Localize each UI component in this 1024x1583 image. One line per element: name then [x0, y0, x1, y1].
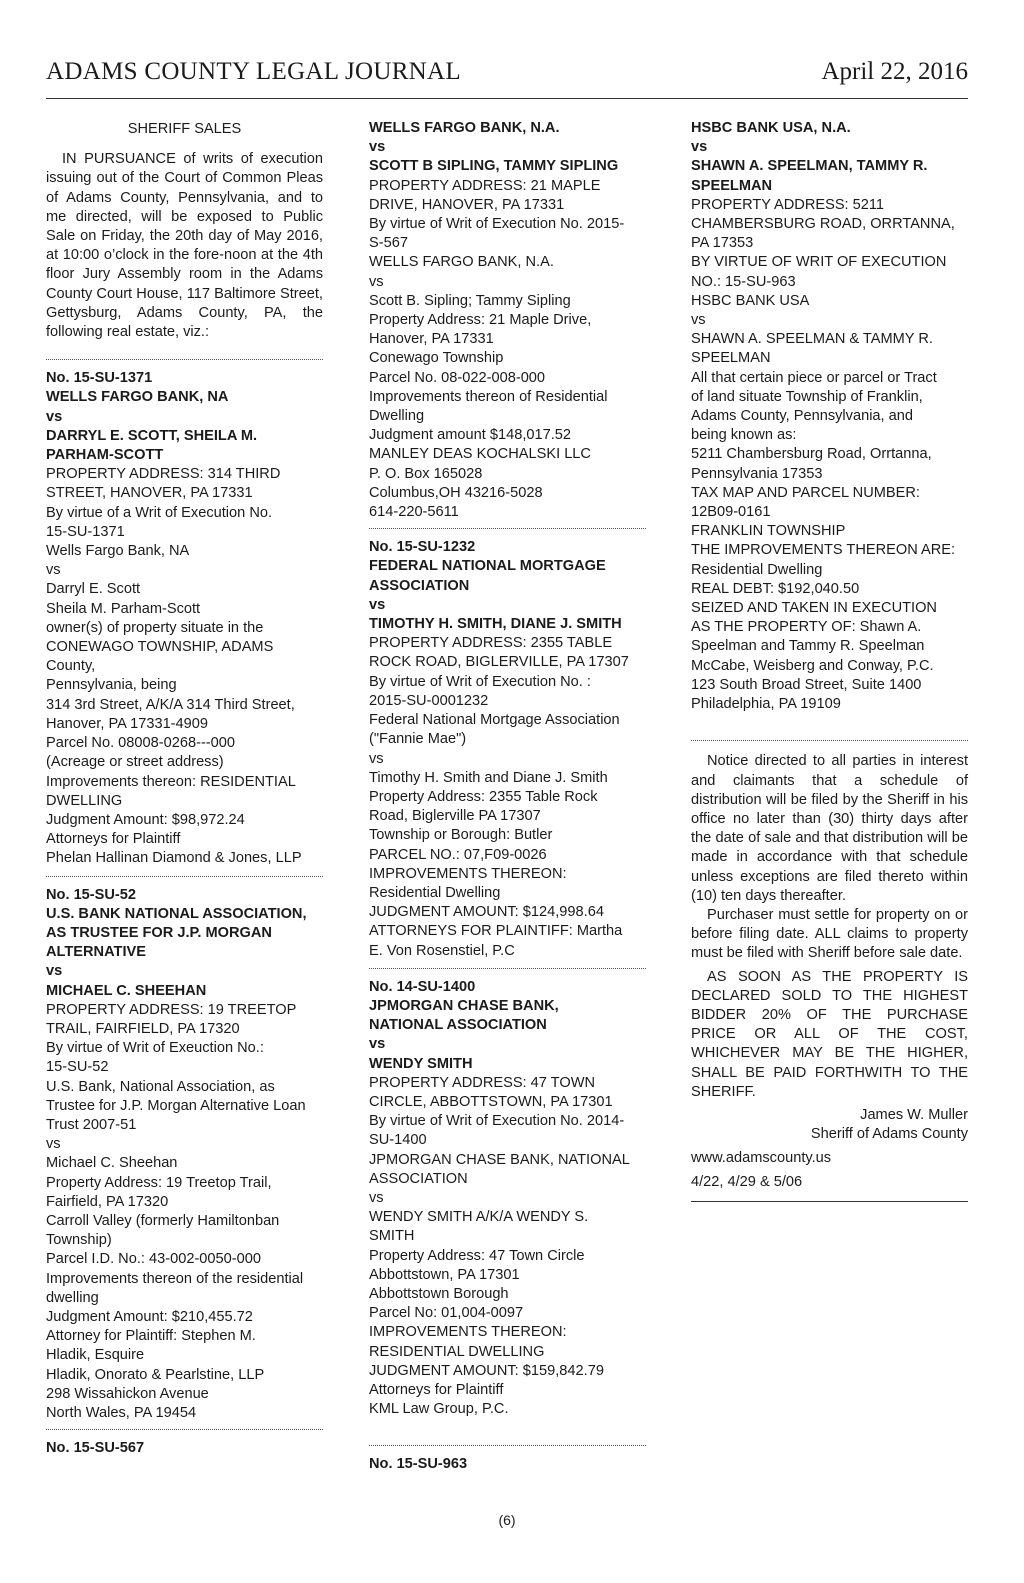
case-details: [691, 196, 968, 714]
case-line: By virtue of Writ of Execution No. 2015-: [369, 216, 625, 233]
case-line: ("Fannie Mae"): [369, 731, 467, 748]
case-line: Property Address: 47 Town Circle: [369, 1247, 585, 1264]
column-3: [691, 119, 968, 1202]
case-line: Hladik, Esquire: [46, 1347, 145, 1364]
case-line: Road, Biglerville PA 17307: [369, 808, 541, 825]
journal-title: ADAMS COUNTY LEGAL JOURNAL: [46, 58, 461, 85]
case-line: Parcel No: 01,004-0097: [369, 1305, 524, 1322]
plaintiff: JPMORGAN CHASE BANK,: [369, 997, 559, 1014]
county-website: www.adamscounty.us: [691, 1150, 832, 1167]
case-line: ROCK ROAD, BIGLERVILLE, PA 17307: [369, 654, 629, 671]
plaintiff: ALTERNATIVE: [46, 944, 146, 961]
versus: vs: [369, 596, 386, 613]
plaintiff: WELLS FARGO BANK, NA: [46, 389, 229, 406]
case-header: [46, 886, 323, 1001]
case-line: U.S. Bank, National Association, as: [46, 1078, 275, 1095]
case-number: No. 15-SU-52: [46, 886, 137, 903]
defendant: SPEELMAN: [691, 177, 773, 194]
case-line: Improvements thereon: RESIDENTIAL: [46, 773, 296, 790]
divider: [369, 528, 646, 529]
case-line: CONEWAGO TOWNSHIP, ADAMS: [46, 639, 274, 656]
column-2: [369, 119, 646, 1475]
case-line: Scott B. Sipling; Tammy Sipling: [369, 292, 571, 309]
case-details: [369, 634, 646, 960]
defendant: PARHAM-SCOTT: [46, 447, 164, 464]
case-line: Parcel No. 08-022-008-000: [369, 369, 546, 386]
case-line: MANLEY DEAS KOCHALSKI LLC: [369, 446, 591, 463]
case-line: FRANKLIN TOWNSHIP: [691, 523, 846, 540]
case-header: [369, 978, 646, 1074]
defendant: SHAWN A. SPEELMAN, TAMMY R.: [691, 158, 928, 175]
case-line: By virtue of Writ of Execution No. 2014-: [369, 1113, 625, 1130]
case-line: Judgment amount $148,017.52: [369, 427, 572, 444]
case-line: AS THE PROPERTY OF: Shawn A.: [691, 619, 922, 636]
case-line: BY VIRTUE OF WRIT OF EXECUTION: [691, 254, 947, 271]
case-line: Phelan Hallinan Diamond & Jones, LLP: [46, 850, 302, 867]
case-line: P. O. Box 165028: [369, 465, 483, 482]
versus: vs: [369, 1036, 386, 1053]
case-line: 314 3rd Street, A/K/A 314 Third Street,: [46, 696, 295, 713]
case-line: Property Address: 21 Maple Drive,: [369, 312, 592, 329]
case-line: PROPERTY ADDRESS: 19 TREETOP: [46, 1001, 297, 1018]
case-number: No. 14-SU-1400: [369, 978, 476, 995]
case-line: Abbottstown Borough: [369, 1285, 509, 1302]
case-line: ASSOCIATION: [369, 1170, 468, 1187]
case-line: Conewago Township: [369, 350, 504, 367]
case-line: E. Von Rosenstiel, P.C: [369, 942, 515, 959]
case-line: Pennsylvania, being: [46, 677, 177, 694]
case-line: Parcel I.D. No.: 43-002-0050-000: [46, 1251, 261, 1268]
versus: vs: [691, 139, 708, 156]
case-details: [369, 1074, 646, 1420]
case-line: Residential Dwelling: [369, 884, 501, 901]
plaintiff: U.S. BANK NATIONAL ASSOCIATION,: [46, 905, 307, 922]
case-line: Trustee for J.P. Morgan Alternative Loan: [46, 1097, 306, 1114]
case-line: 614-220-5611: [369, 504, 459, 521]
versus: vs: [46, 963, 63, 980]
case-line: (Acreage or street address): [46, 754, 224, 771]
case-line: IMPROVEMENTS THEREON:: [369, 1324, 567, 1341]
plaintiff: HSBC BANK USA, N.A.: [691, 120, 851, 136]
case-line: Township): [46, 1232, 112, 1249]
case-line: vs: [369, 750, 384, 767]
case-number: No. 15-SU-1232: [369, 539, 476, 556]
case-line: Wells Fargo Bank, NA: [46, 543, 190, 560]
case-line: SHAWN A. SPEELMAN & TAMMY R.: [691, 331, 933, 348]
case-line: Hladik, Onorato & Pearlstine, LLP: [46, 1366, 265, 1383]
case-line: Judgment Amount: $210,455.72: [46, 1308, 253, 1325]
column-1: [46, 119, 323, 1458]
case-line: Property Address: 19 Treetop Trail,: [46, 1174, 272, 1191]
case-line: PROPERTY ADDRESS: 314 THIRD: [46, 466, 281, 483]
case-line: Fairfield, PA 17320: [46, 1193, 169, 1210]
case-line: Trust 2007-51: [46, 1116, 137, 1133]
case-line: SEIZED AND TAKEN IN EXECUTION: [691, 600, 937, 617]
plaintiff: FEDERAL NATIONAL MORTGAGE: [369, 558, 606, 575]
case-line: Residential Dwelling: [691, 561, 823, 578]
case-number: No. 15-SU-963: [369, 1456, 468, 1473]
case-block: [691, 119, 968, 714]
case-line: S-567: [369, 235, 408, 252]
payment-notice: AS SOON AS THE PROPERTY IS DECLARED SOLD TO THE HIGHEST BIDDER 20% OF THE PURCHASE PRICE OR ALL OF THE COST, WHICHEVER MAY BE THE HIGHER, SHALL BE PAID FORTHWITH TO THE SHERIFF.: [691, 968, 968, 1100]
case-line: PROPERTY ADDRESS: 5211: [691, 196, 885, 213]
case-line: CHAMBERSBURG ROAD, ORRTANNA,: [691, 216, 955, 233]
case-line: Carroll Valley (formerly Hamiltonban: [46, 1212, 280, 1229]
case-line: REAL DEBT: $192,040.50: [691, 580, 860, 597]
case-line: McCabe, Weisberg and Conway, P.C.: [691, 657, 934, 674]
plaintiff: ASSOCIATION: [369, 577, 470, 594]
case-line: 15-SU-1371: [46, 523, 125, 540]
case-line: Attorneys for Plaintiff: [46, 831, 181, 848]
case-line: vs: [46, 1136, 61, 1153]
settlement-notice: Purchaser must settle for property on or before filing date. ALL claims to property must be filed with Sheriff before sale date.: [691, 906, 968, 962]
signer-title: Sheriff of Adams County: [810, 1126, 968, 1143]
case-line: Michael C. Sheehan: [46, 1155, 178, 1172]
case-line: STREET, HANOVER, PA 17331: [46, 485, 253, 502]
case-block: [46, 886, 323, 1424]
case-line: vs: [691, 312, 706, 329]
case-line: TRAIL, FAIRFIELD, PA 17320: [46, 1020, 240, 1037]
case-line: PROPERTY ADDRESS: 2355 TABLE: [369, 635, 613, 652]
case-header: [691, 119, 968, 196]
case-line: Federal National Mortgage Association: [369, 712, 620, 729]
versus: vs: [46, 408, 63, 425]
case-line: Judgment Amount: $98,972.24: [46, 811, 245, 828]
case-line: Abbottstown, PA 17301: [369, 1266, 520, 1283]
case-line: By virtue of Writ of Execution No. :: [369, 673, 591, 690]
case-block: [369, 978, 646, 1420]
section-title: SHERIFF SALES: [127, 121, 242, 137]
case-number: No. 15-SU-567: [46, 1440, 145, 1457]
case-line: 5211 Chambersburg Road, Orrtanna,: [691, 446, 932, 463]
case-line: RESIDENTIAL DWELLING: [369, 1343, 545, 1360]
case-line: Hanover, PA 17331: [369, 331, 494, 348]
case-line: Hanover, PA 17331-4909: [46, 715, 209, 732]
case-line: Darryl E. Scott: [46, 581, 141, 598]
case-header: [46, 369, 323, 465]
case-line: Adams County, Pennsylvania, and: [691, 408, 914, 425]
case-line: Speelman and Tammy R. Speelman: [691, 638, 925, 655]
case-details: [46, 1001, 323, 1423]
versus: vs: [369, 139, 386, 156]
case-line: 12B09-0161: [691, 504, 771, 521]
defendant: SCOTT B SIPLING, TAMMY SIPLING: [369, 158, 619, 175]
case-line: Dwelling: [369, 408, 425, 425]
case-line: Columbus,OH 43216-5028: [369, 484, 543, 501]
case-line: IMPROVEMENTS THEREON:: [369, 865, 567, 882]
case-header: [369, 119, 646, 177]
case-line: 2015-SU-0001232: [369, 692, 489, 709]
divider: [46, 1429, 323, 1430]
signer-name: James W. Muller: [860, 1106, 968, 1123]
case-line: Sheila M. Parham-Scott: [46, 600, 201, 617]
case-line: JUDGMENT AMOUNT: $159,842.79: [369, 1362, 604, 1379]
case-line: 298 Wissahickon Avenue: [46, 1385, 209, 1402]
case-number: No. 15-SU-1371: [46, 370, 153, 387]
defendant: TIMOTHY H. SMITH, DIANE J. SMITH: [369, 616, 622, 633]
case-line: WENDY SMITH A/K/A WENDY S.: [369, 1209, 589, 1226]
plaintiff: AS TRUSTEE FOR J.P. MORGAN: [46, 924, 272, 941]
page-number: (6): [498, 1512, 516, 1528]
case-line: Township or Borough: Butler: [369, 827, 553, 844]
case-line: SPEELMAN: [691, 350, 771, 367]
end-rule: [691, 1201, 968, 1202]
case-details: [46, 465, 323, 868]
case-header: [369, 538, 646, 634]
case-line: JPMORGAN CHASE BANK, NATIONAL: [369, 1151, 630, 1168]
divider: [46, 359, 323, 360]
case-line: TAX MAP AND PARCEL NUMBER:: [691, 484, 920, 501]
case-line: North Wales, PA 19454: [46, 1405, 197, 1421]
case-block: [46, 369, 323, 868]
case-line: Attorney for Plaintiff: Stephen M.: [46, 1328, 256, 1345]
case-line: Improvements thereon of Residential: [369, 388, 608, 405]
case-line: 15-SU-52: [46, 1059, 109, 1076]
case-line: Attorneys for Plaintiff: [369, 1382, 504, 1398]
case-line: THE IMPROVEMENTS THEREON ARE:: [691, 542, 956, 559]
case-line: DWELLING: [46, 792, 123, 809]
case-details: [369, 177, 646, 523]
case-line: owner(s) of property situate in the: [46, 619, 264, 636]
case-line: CIRCLE, ABBOTTSTOWN, PA 17301: [369, 1093, 613, 1110]
defendant: DARRYL E. SCOTT, SHEILA M.: [46, 427, 258, 444]
plaintiff: NATIONAL ASSOCIATION: [369, 1017, 547, 1034]
case-line: PARCEL NO.: 07,F09-0026: [369, 846, 547, 863]
case-line: being known as:: [691, 427, 797, 444]
case-line: SU-1400: [369, 1132, 427, 1149]
case-block: [369, 119, 646, 522]
case-line: County,: [46, 658, 96, 675]
case-line: of land situate Township of Franklin,: [691, 388, 923, 405]
case-line: KML Law Group, P.C.: [369, 1401, 509, 1418]
publication-dates: 4/22, 4/29 & 5/06: [691, 1173, 803, 1190]
case-line: Parcel No. 08008-0268---000: [46, 735, 236, 752]
case-line: Improvements thereon of the residential: [46, 1270, 304, 1287]
case-line: By virtue of a Writ of Execution No.: [46, 504, 273, 521]
case-line: vs: [369, 273, 384, 290]
intro-paragraph: IN PURSUANCE of writs of execution issuing out of the Court of Common Pleas of Adams County, Pennsylvania, and to me directed, will be exposed to Public Sale on Friday, the 20th day of May 2016, at 10:00 o’clock in the fore-noon at the 4th floor Jury Assembly room in the Adams County Court House, 117 Baltimore Street, Gettysburg, Adams County, PA, the following real estate, viz.:: [46, 151, 323, 341]
divider: [46, 876, 323, 877]
case-line: NO.: 15-SU-963: [691, 273, 796, 290]
case-line: Property Address: 2355 Table Rock: [369, 788, 598, 805]
case-line: Philadelphia, PA 19109: [691, 696, 841, 713]
distribution-notice: Notice directed to all parties in interest and claimants that a schedule of distribution will be filed by the Sheriff in his office no later than (30) thirty days after the date of sale and that distribution will be made in accordance with that schedule unless exceptions are filed thereto within (10) ten days thereafter.: [691, 753, 968, 904]
case-line: JUDGMENT AMOUNT: $124,998.64: [369, 904, 604, 921]
divider: [691, 740, 968, 741]
case-line: By virtue of Writ of Exeuction No.:: [46, 1040, 264, 1057]
case-line: Timothy H. Smith and Diane J. Smith: [369, 769, 608, 786]
case-block: [369, 538, 646, 960]
case-line: ATTORNEYS FOR PLAINTIFF: Martha: [369, 923, 623, 940]
divider: [369, 968, 646, 969]
case-line: DRIVE, HANOVER, PA 17331: [369, 196, 565, 213]
issue-date: April 22, 2016: [821, 58, 968, 85]
case-line: 123 South Broad Street, Suite 1400: [691, 676, 922, 693]
defendant: MICHAEL C. SHEEHAN: [46, 982, 207, 999]
case-line: All that certain piece or parcel or Tract: [691, 369, 937, 386]
case-line: vs: [46, 562, 61, 579]
case-line: PROPERTY ADDRESS: 21 MAPLE: [369, 177, 601, 194]
case-line: Pennsylvania 17353: [691, 465, 823, 482]
case-line: PROPERTY ADDRESS: 47 TOWN: [369, 1074, 596, 1091]
plaintiff: WELLS FARGO BANK, N.A.: [369, 120, 560, 136]
defendant: WENDY SMITH: [369, 1055, 473, 1072]
case-line: PA 17353: [691, 235, 754, 252]
case-line: SMITH: [369, 1228, 415, 1245]
case-line: HSBC BANK USA: [691, 292, 810, 309]
case-line: WELLS FARGO BANK, N.A.: [369, 254, 554, 271]
journal-header: [46, 54, 968, 99]
case-line: dwelling: [46, 1289, 99, 1306]
case-line: vs: [369, 1189, 384, 1206]
divider: [369, 1445, 646, 1446]
